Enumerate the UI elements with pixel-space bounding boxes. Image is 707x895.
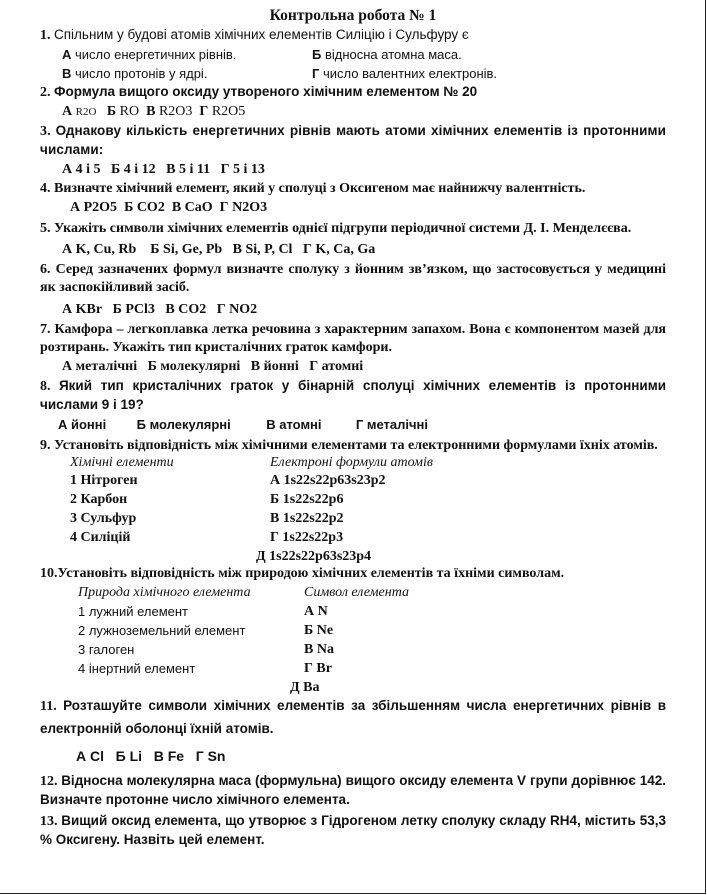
right-column-header: Електроні формули атомів bbox=[270, 455, 433, 470]
left-column-header: Природа хімічного елемента bbox=[78, 585, 251, 600]
match-right-item[interactable]: Д Ba bbox=[290, 680, 320, 695]
question-text: Установіть відповідність між хімічними елементами та електронними формулами їхніх атомів. bbox=[54, 438, 658, 453]
question-6: 6. Серед зазначених формул визначте сполуку з йонним зв’язком, що застосовується у медицині як заспокійливий засіб. bbox=[40, 262, 667, 295]
question-text: Серед зазначених формул визначте сполуку з йонним зв’язком, що застосовується у медицині як заспокійливий засіб. bbox=[40, 262, 667, 295]
match-right-item[interactable]: А N bbox=[304, 604, 328, 619]
question-8: 8. Який тип кристалічних граток у бінарній сполуці хімічних елементів із протонними числами 9 і 19? bbox=[40, 378, 666, 412]
question-1-options bbox=[40, 45, 666, 83]
match-right-item[interactable]: Б 1s22s22p6 bbox=[270, 492, 344, 507]
question-text: Формула вищого оксиду утвореного хімічним елементом № 20 bbox=[54, 84, 478, 99]
question-text: Однакову кількість енергетичних рівнів мають атоми хімічних елементів із протонними числами: bbox=[40, 123, 666, 157]
question-5: 5. Укажіть символи хімічних елементів однієї підгрупи періодичної системи Д. І. Менделєєва. bbox=[40, 221, 632, 236]
question-text: Який тип кристалічних граток у бінарній сполуці хімічних елементів із протонними числами 9 і 19? bbox=[40, 378, 666, 412]
question-9-matching bbox=[40, 455, 666, 563]
option-c[interactable]: В CaO bbox=[171, 200, 213, 215]
question-text: Вищий оксид елемента, що утворює з Гідрогеном летку сполуку складу RH4, містить 53,3 % Оксигену. Назвіть цей елемент. bbox=[40, 813, 667, 847]
test-sheet bbox=[40, 6, 666, 850]
question-text: Укажіть символи хімічних елементів однієї підгрупи періодичної системи Д. І. Менделєєва. bbox=[54, 221, 632, 236]
question-1 bbox=[40, 26, 666, 45]
match-left-item[interactable]: 1 лужний елемент bbox=[78, 604, 188, 619]
question-text: Камфора – легкоплавка летка речовина з характерним запахом. Вона є компонентом мазей для розтирань. Укажіть тип кристалічних граток камфори. bbox=[40, 322, 667, 355]
option-d[interactable]: Г число валентних електронів. bbox=[312, 66, 498, 81]
question-text: Установіть відповідність між природою хімічних елементів та їхніми символам. bbox=[57, 566, 565, 581]
match-right-item[interactable]: В 1s22s22p2 bbox=[270, 511, 344, 526]
match-right-item[interactable]: А 1s22s22p63s23p2 bbox=[270, 473, 386, 488]
question-13: 13. Вищий оксид елемента, що утворює з Гідрогеном летку сполуку складу RH4, містить 53,3 % Оксигену. Назвіть цей елемент. bbox=[40, 813, 667, 847]
option-d[interactable]: Г R2O5 bbox=[199, 104, 246, 119]
match-left-item[interactable]: 4 Силіцій bbox=[70, 530, 131, 545]
right-column bbox=[256, 471, 386, 566]
match-left-item[interactable]: 1 Нітроген bbox=[70, 473, 138, 488]
question-3-options[interactable]: А 4 і 5 Б 4 і 12 В 5 і 11 Г 5 і 13 bbox=[62, 162, 265, 177]
question-7: 7. Камфора – легкоплавка летка речовина з характерним запахом. Вона є компонентом мазей для розтирань. Укажіть тип кристалічних граток камфори. bbox=[40, 322, 667, 355]
question-text: Відносна молекулярна маса (формульна) вищого оксиду елемента V групи дорівнює 142. Визначте протонне число хімічного елемента. bbox=[40, 773, 666, 807]
match-right-item[interactable]: Г Br bbox=[304, 661, 332, 676]
option-c[interactable]: В число протонів у ядрі. bbox=[62, 66, 208, 81]
question-2 bbox=[40, 83, 666, 102]
option-c[interactable]: В атомні bbox=[266, 417, 322, 432]
page-title: Контрольна робота № 1 bbox=[269, 7, 437, 24]
match-left-item[interactable]: 2 Карбон bbox=[70, 492, 128, 507]
match-left-item[interactable]: 4 інертний елемент bbox=[78, 661, 196, 676]
option-b[interactable]: Б PCl3 bbox=[112, 302, 155, 317]
option-b[interactable]: Б молекулярні bbox=[136, 417, 231, 432]
right-column bbox=[290, 602, 334, 697]
left-column bbox=[78, 602, 245, 678]
question-6-options bbox=[40, 300, 666, 319]
question-10: 10.Установіть відповідність між природою хімічних елементів та їхніми символам. bbox=[40, 566, 565, 581]
option-a[interactable]: А R2O bbox=[62, 104, 97, 119]
option-c[interactable]: В CO2 bbox=[165, 302, 207, 317]
question-4-options bbox=[40, 198, 666, 217]
option-b[interactable]: Б відносна атомна маса. bbox=[312, 47, 462, 62]
question-12: 12. Відносна молекулярна маса (формульна) вищого оксиду елемента V групи дорівнює 142. Визначте протонне число хімічного елемента. bbox=[40, 773, 666, 807]
match-right-item[interactable]: Г 1s22s22p3 bbox=[270, 530, 344, 545]
question-7-options[interactable]: А металічні Б молекулярні В йонні Г атомні bbox=[62, 359, 364, 374]
option-d[interactable]: Г NO2 bbox=[216, 302, 258, 317]
match-left-item[interactable]: 3 Сульфур bbox=[70, 511, 137, 526]
match-left-item[interactable]: 3 галоген bbox=[78, 642, 135, 657]
option-c[interactable]: В R2O3 bbox=[146, 104, 193, 119]
option-b[interactable]: Б CO2 bbox=[124, 200, 165, 215]
question-text: Розташуйте символи хімічних елементів за збільшенням числа енергетичних рівнів в електронній оболонці їхній атомів. bbox=[40, 698, 667, 736]
option-b[interactable]: Б RO bbox=[106, 104, 140, 119]
right-column-header: Символ елемента bbox=[304, 585, 409, 600]
question-9: 9. Установіть відповідність між хімічними елементами та електронними формулами їхніх атомів. bbox=[40, 438, 658, 453]
match-right-item[interactable]: Б Ne bbox=[304, 623, 334, 638]
question-number: 2. bbox=[40, 85, 51, 100]
question-2-options bbox=[40, 102, 666, 122]
question-10-matching bbox=[40, 583, 666, 693]
question-4: 4. Визначте хімічний елемент, який у сполуці з Оксигеном має найнижчу валентність. bbox=[40, 181, 586, 196]
question-text: Визначте хімічний елемент, який у сполуці з Оксигеном має найнижчу валентність. bbox=[54, 181, 586, 196]
option-a[interactable]: А число енергетичних рівнів. bbox=[62, 47, 237, 62]
option-a[interactable]: А KBr bbox=[62, 302, 103, 317]
question-8-options bbox=[40, 415, 666, 434]
left-column bbox=[70, 471, 138, 547]
option-d[interactable]: Г N2O3 bbox=[219, 200, 268, 215]
question-text: Спільним у будові атомів хімічних елементів Силіцію і Сульфуру є bbox=[54, 27, 469, 42]
match-right-item[interactable]: В Na bbox=[304, 642, 334, 657]
option-a[interactable]: А P2O5 bbox=[70, 200, 118, 215]
match-left-item[interactable]: 2 лужноземельний елемент bbox=[78, 623, 246, 638]
match-right-item[interactable]: Д 1s22s22p63s23p4 bbox=[256, 549, 372, 564]
question-11: 11. Розташуйте символи хімічних елементів за збільшенням числа енергетичних рівнів в електронній оболонці їхній атомів. bbox=[40, 698, 667, 736]
question-number: 1. bbox=[40, 28, 51, 43]
question-5-options[interactable]: А K, Cu, Rb Б Si, Ge, Pb В Si, P, Cl Г K, Ca, Ga bbox=[62, 242, 376, 257]
left-column-header: Хімічні елементи bbox=[70, 455, 174, 470]
option-a[interactable]: А йонні bbox=[58, 417, 107, 432]
option-d[interactable]: Г металічні bbox=[355, 417, 429, 432]
question-3: 3. Однакову кількість енергетичних рівнів мають атоми хімічних елементів із протонними числами: bbox=[40, 123, 666, 157]
question-11-options[interactable]: А Cl Б Li В Fe Г Sn bbox=[76, 748, 226, 764]
